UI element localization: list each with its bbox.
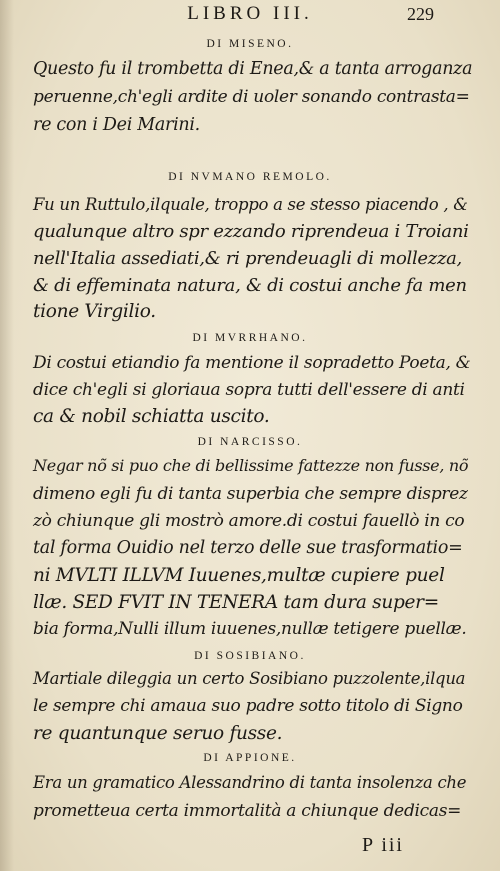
text-line: ni MVLTI ILLVM Iuuenes,multæ cupiere puel bbox=[33, 565, 445, 586]
text-line: qualunque altro spr ezzando riprendeua i Troiani bbox=[33, 221, 469, 242]
running-head bbox=[0, 3, 500, 29]
text-line: & di effeminata natura, & di costui anche fa men bbox=[33, 275, 467, 296]
text-line: prometteua certa immortalità a chiunque dedicas= bbox=[33, 801, 462, 821]
section-heading-numano-remolo: DI NVMANO REMOLO. bbox=[168, 171, 332, 183]
signature-mark: P iii bbox=[361, 834, 404, 856]
text-line: llæ. SED FVIT IN TENERA tam dura super= bbox=[33, 592, 439, 613]
text-line: Martiale dileggia un certo Sosibiano puzzolente,ilqua bbox=[33, 669, 466, 688]
text-line: tione Virgilio. bbox=[33, 301, 156, 322]
text-line: peruenne,ch'egli ardite di uoler sonando contrasta= bbox=[33, 87, 470, 107]
text-line: nell'Italia assediati,& ri prendeuagli di mollezza, bbox=[33, 248, 462, 269]
text-line: Questo fu il trombetta di Enea,& a tanta arroganza bbox=[33, 59, 473, 79]
running-head-title: LIBRO III. bbox=[187, 3, 313, 24]
section-heading-narcisso: DI NARCISSO. bbox=[197, 436, 303, 448]
section-heading-sosibiano: DI SOSIBIANO. bbox=[194, 650, 306, 662]
text-line: Negar nõ si puo che di bellissime fattezze non fusse, nõ bbox=[33, 456, 469, 475]
section-heading-appione: DI APPIONE. bbox=[203, 752, 297, 764]
text-line: zò chiunque gli mostrò amore.di costui fauellò in co bbox=[33, 511, 465, 531]
page-number: 229 bbox=[407, 4, 434, 24]
text-line: Di costui etiandio fa mentione il sopradetto Poeta, & bbox=[33, 353, 471, 373]
text-line: Fu un Ruttulo,ilquale, troppo a se stesso piacendo , & bbox=[33, 195, 468, 214]
text-line: tal forma Ouidio nel terzo delle sue trasformatio= bbox=[33, 538, 463, 558]
section-heading-murrhano: DI MVRRHANO. bbox=[192, 332, 308, 344]
text-line: bia forma,Nulli illum iuuenes,nullæ tetigere puellæ. bbox=[33, 619, 467, 639]
section-heading-miseno: DI MISENO. bbox=[206, 38, 294, 50]
text-line: re quantunque seruo fusse. bbox=[33, 723, 283, 744]
text-line: dimeno egli fu di tanta superbia che sempre disprez bbox=[33, 484, 468, 504]
text-line: ca & nobil schiatta uscito. bbox=[33, 406, 270, 427]
text-line: le sempre chi amaua suo padre sotto titolo di Signo bbox=[33, 696, 463, 716]
text-line: Era un gramatico Alessandrino di tanta insolenza che bbox=[33, 773, 467, 792]
text-line: re con i Dei Marini. bbox=[33, 115, 200, 135]
text-line: dice ch'egli si gloriaua sopra tutti dell'essere di anti bbox=[33, 380, 465, 400]
